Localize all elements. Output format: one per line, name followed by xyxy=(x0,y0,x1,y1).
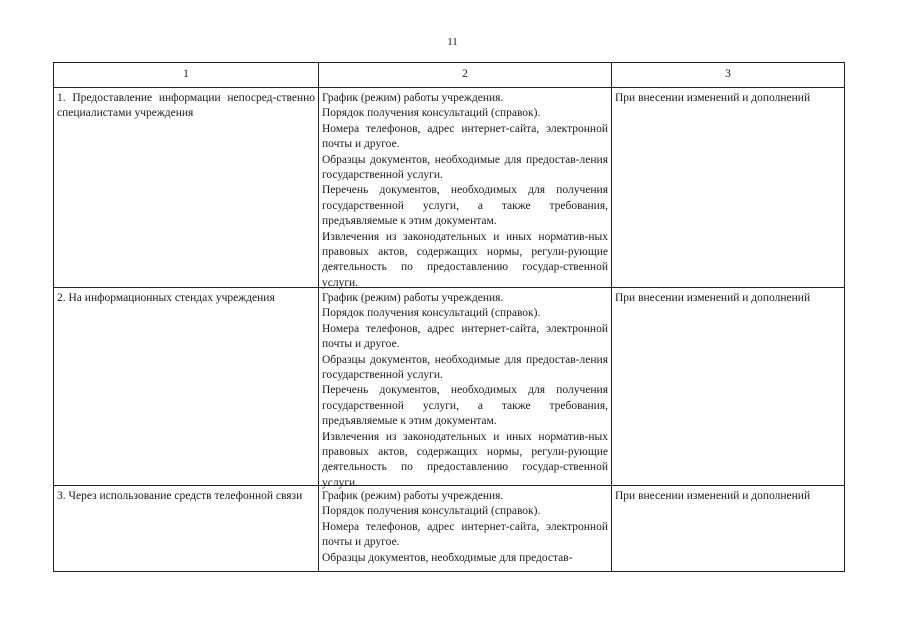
method-cell xyxy=(54,486,319,572)
content-item: Извлечения из законодательных и иных норматив-ных правовых актов, содержащих нормы, регули-рующие деятельность по предоставлению государ-ственной услуги. xyxy=(322,230,608,289)
frequency-cell xyxy=(612,288,845,486)
method-cell xyxy=(54,288,319,486)
content-item: График (режим) работы учреждения. xyxy=(322,92,504,104)
content-item: Порядок получения консультаций (справок). xyxy=(322,307,541,320)
content-item: Порядок получения консультаций (справок). xyxy=(322,107,541,120)
method-text: 1. Предоставление информации непосред-ственно специалистами учреждения xyxy=(57,92,315,120)
frequency-text: При внесении изменений и дополнений xyxy=(615,92,811,104)
content-item: Образцы документов, необходимые для предостав-ления государственной услуги. xyxy=(322,353,608,382)
content-list xyxy=(322,88,608,287)
content-item: Образцы документов, необходимые для предостав- xyxy=(322,551,573,564)
content-cell xyxy=(319,288,612,489)
frequency-text: При внесении изменений и дополнений xyxy=(615,292,811,304)
page-number: 11 xyxy=(447,36,458,48)
table-row xyxy=(54,486,845,572)
content-list xyxy=(322,288,608,489)
content-item: Образцы документов, необходимые для предостав-ления государственной услуги. xyxy=(322,153,608,182)
content-cell xyxy=(319,486,612,572)
content-item: График (режим) работы учреждения. xyxy=(322,490,504,502)
content-item: Перечень документов, необходимых для получения государственной услуги, а также требования, предъявляемые к этим документам. xyxy=(322,184,608,228)
method-text: 2. На информационных стендах учреждения xyxy=(57,292,275,304)
content-item: Перечень документов, необходимых для получения государственной услуги, а также требования, предъявляемые к этим документам. xyxy=(322,384,608,428)
content-item: Извлечения из законодательных и иных норматив-ных правовых актов, содержащих нормы, регули-рующие деятельность по предоставлению государ-ственной услуги. xyxy=(322,430,608,489)
content-item: График (режим) работы учреждения. xyxy=(322,292,504,304)
content-item: Номера телефонов, адрес интернет-сайта, электронной почты и другое. xyxy=(322,122,608,151)
table-row xyxy=(54,288,845,486)
method-text: 3. Через использование средств телефонной связи xyxy=(57,490,303,502)
column-header-3: 3 xyxy=(612,63,845,88)
content-list xyxy=(322,486,608,564)
frequency-cell xyxy=(612,486,845,572)
table-header-row xyxy=(54,63,845,88)
content-cell xyxy=(319,88,612,288)
column-header-2: 2 xyxy=(319,63,612,88)
table-row xyxy=(54,88,845,288)
frequency-cell xyxy=(612,88,845,288)
method-cell xyxy=(54,88,319,288)
column-header-1: 1 xyxy=(54,63,319,88)
content-item: Номера телефонов, адрес интернет-сайта, электронной почты и другое. xyxy=(322,520,608,549)
info-table xyxy=(53,62,845,572)
frequency-text: При внесении изменений и дополнений xyxy=(615,490,811,502)
content-item: Номера телефонов, адрес интернет-сайта, электронной почты и другое. xyxy=(322,322,608,351)
content-item: Порядок получения консультаций (справок). xyxy=(322,505,541,518)
